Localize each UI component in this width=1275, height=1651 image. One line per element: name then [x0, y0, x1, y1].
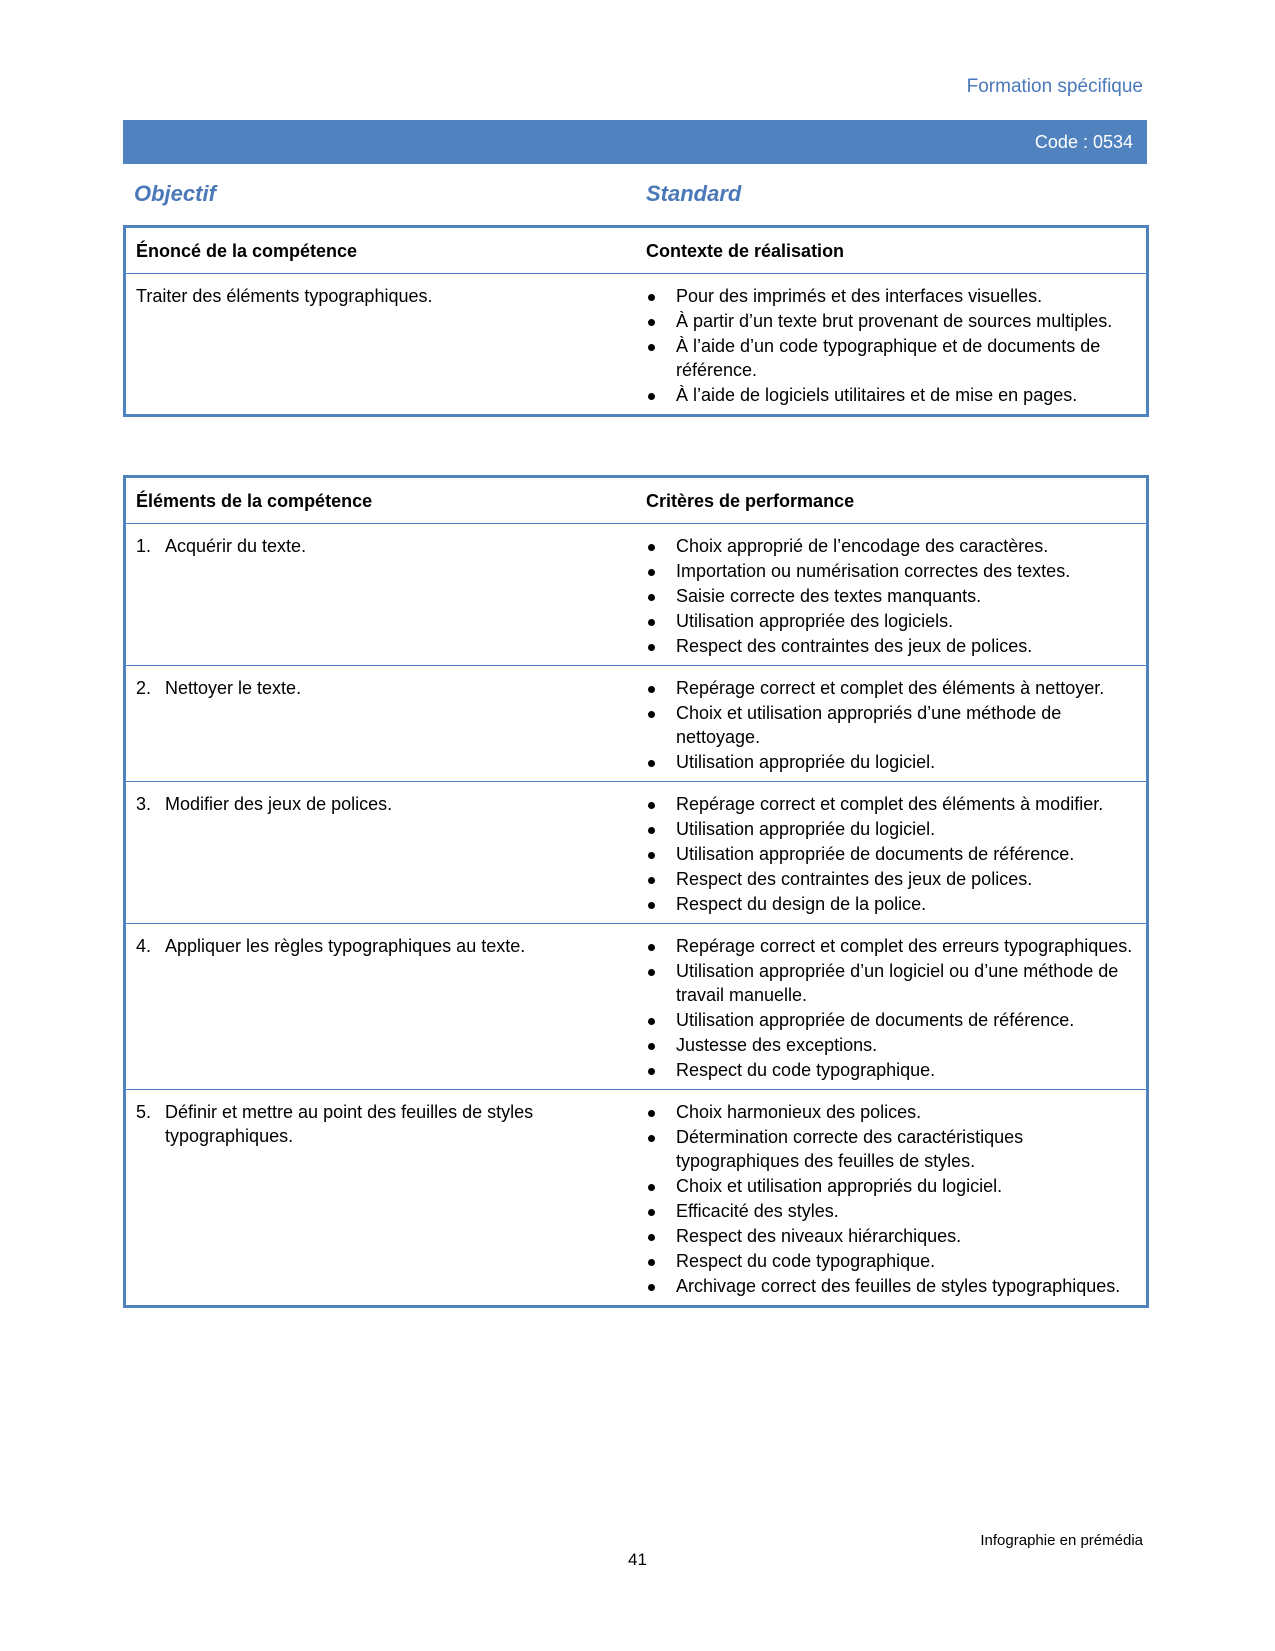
bullet-text: Respect des contraintes des jeux de polices.	[676, 636, 1033, 656]
criteria-cell	[636, 666, 1148, 782]
bullet-icon	[648, 1184, 655, 1191]
bullet-icon	[648, 827, 655, 834]
bullet-text: Choix et utilisation appropriés du logiciel.	[676, 1176, 1003, 1196]
footer-program: Infographie en prémédia	[980, 1532, 1143, 1549]
element-item	[136, 792, 628, 816]
element-text: Nettoyer le texte.	[165, 678, 302, 698]
bullet-text: Justesse des exceptions.	[676, 1035, 878, 1055]
element-cell	[125, 782, 637, 924]
criteria-list	[646, 934, 1138, 1082]
bullet-text: Pour des imprimés et des interfaces visuelles.	[676, 286, 1043, 306]
col-header-statement: Énoncé de la compétence	[125, 227, 637, 274]
bullet-icon	[648, 1043, 655, 1050]
bullet-icon	[648, 686, 655, 693]
code-label: Code : 0534	[1034, 132, 1133, 152]
bullet-text: Détermination correcte des caractéristiques typographiques des feuilles de styles.	[676, 1127, 1024, 1171]
bullet-text: Saisie correcte des textes manquants.	[676, 586, 982, 606]
bullet-text: Utilisation appropriée d’un logiciel ou d’une méthode de travail manuelle.	[676, 961, 1119, 1005]
bullet-text: Choix harmonieux des polices.	[676, 1102, 922, 1122]
bullet-item	[646, 1100, 1138, 1124]
bullet-item	[646, 284, 1138, 308]
bullet-text: Utilisation appropriée de documents de référence.	[676, 844, 1075, 864]
bullet-text: Respect du code typographique.	[676, 1251, 936, 1271]
col-header-elements: Éléments de la compétence	[125, 477, 637, 524]
element-number: 5.	[136, 1102, 152, 1122]
bullet-icon	[648, 569, 655, 576]
bullet-icon	[648, 1135, 655, 1142]
bullet-icon	[648, 760, 655, 767]
bullet-item	[646, 959, 1138, 1007]
table-row	[125, 782, 1148, 924]
element-number: 1.	[136, 536, 152, 556]
bullet-text: Respect des contraintes des jeux de polices.	[676, 869, 1033, 889]
bullet-item	[646, 584, 1138, 608]
bullet-item	[646, 1058, 1138, 1082]
bullet-text: À l’aide d’un code typographique et de documents de référence.	[676, 336, 1101, 380]
bullet-icon	[648, 711, 655, 718]
bullet-item	[646, 309, 1138, 333]
element-cell	[125, 666, 637, 782]
table-row	[125, 1090, 1148, 1307]
bullet-icon	[648, 969, 655, 976]
bullet-text: Archivage correct des feuilles de styles typographiques.	[676, 1276, 1121, 1296]
bullet-text: À l’aide de logiciels utilitaires et de mise en pages.	[676, 385, 1078, 405]
bullet-item	[646, 559, 1138, 583]
bullet-item	[646, 934, 1138, 958]
bullet-item	[646, 1274, 1138, 1298]
element-item	[136, 934, 628, 958]
header-title: Formation spécifique	[966, 76, 1143, 97]
bullet-icon	[648, 344, 655, 351]
context-list-cell	[636, 274, 1148, 416]
col-header-criteria: Critères de performance	[636, 477, 1148, 524]
bullet-icon	[648, 1110, 655, 1117]
objective-heading: Objectif	[134, 181, 216, 206]
element-text: Appliquer les règles typographiques au texte.	[165, 936, 526, 956]
bullet-icon	[648, 644, 655, 651]
bullet-text: À partir d’un texte brut provenant de sources multiples.	[676, 311, 1113, 331]
bullet-text: Choix et utilisation appropriés d’une méthode de nettoyage.	[676, 703, 1062, 747]
element-cell	[125, 524, 637, 666]
bullet-icon	[648, 594, 655, 601]
bullet-icon	[648, 1018, 655, 1025]
bullet-item	[646, 534, 1138, 558]
col-header-context: Contexte de réalisation	[636, 227, 1148, 274]
table-row	[125, 666, 1148, 782]
bullet-text: Respect du code typographique.	[676, 1060, 936, 1080]
criteria-cell	[636, 782, 1148, 924]
bullet-icon	[648, 944, 655, 951]
bullet-icon	[648, 1209, 655, 1216]
bullet-item	[646, 1249, 1138, 1273]
bullet-item	[646, 1008, 1138, 1032]
element-cell	[125, 1090, 637, 1307]
criteria-cell	[636, 924, 1148, 1090]
element-number: 3.	[136, 794, 152, 814]
bullet-item	[646, 1199, 1138, 1223]
bullet-item	[646, 634, 1138, 658]
element-text: Modifier des jeux de polices.	[165, 794, 393, 814]
bullet-item	[646, 676, 1138, 700]
criteria-list	[646, 1100, 1138, 1298]
bullet-item	[646, 1125, 1138, 1173]
bullet-icon	[648, 852, 655, 859]
bullet-icon	[648, 1284, 655, 1291]
criteria-cell	[636, 1090, 1148, 1307]
bullet-item	[646, 383, 1138, 407]
criteria-cell	[636, 524, 1148, 666]
bullet-text: Utilisation appropriée du logiciel.	[676, 819, 936, 839]
criteria-list	[646, 534, 1138, 658]
bullet-icon	[648, 1068, 655, 1075]
bullet-icon	[648, 619, 655, 626]
element-cell	[125, 924, 637, 1090]
page-number: 41	[628, 1550, 647, 1569]
bullet-icon	[648, 393, 655, 400]
bullet-item	[646, 892, 1138, 916]
elements-table	[123, 475, 1149, 1308]
bullet-item	[646, 609, 1138, 633]
bullet-text: Importation ou numérisation correctes des textes.	[676, 561, 1071, 581]
standard-heading: Standard	[646, 181, 742, 206]
table-row	[125, 924, 1148, 1090]
criteria-list	[646, 792, 1138, 916]
bullet-icon	[648, 902, 655, 909]
competence-table	[123, 225, 1149, 417]
bullet-item	[646, 842, 1138, 866]
element-number: 2.	[136, 678, 152, 698]
element-text: Acquérir du texte.	[165, 536, 307, 556]
bullet-text: Repérage correct et complet des éléments à nettoyer.	[676, 678, 1105, 698]
bullet-item	[646, 1224, 1138, 1248]
bullet-icon	[648, 877, 655, 884]
bullet-item	[646, 750, 1138, 774]
bullet-item	[646, 701, 1138, 749]
bullet-text: Utilisation appropriée des logiciels.	[676, 611, 954, 631]
bullet-text: Utilisation appropriée du logiciel.	[676, 752, 936, 772]
bullet-text: Repérage correct et complet des éléments à modifier.	[676, 794, 1104, 814]
bullet-text: Utilisation appropriée de documents de référence.	[676, 1010, 1075, 1030]
bullet-item	[646, 1033, 1138, 1057]
bullet-text: Repérage correct et complet des erreurs typographiques.	[676, 936, 1133, 956]
bullet-text: Choix approprié de l’encodage des caractères.	[676, 536, 1049, 556]
elements-body	[125, 524, 1148, 1307]
bullet-item	[646, 867, 1138, 891]
element-item	[136, 676, 628, 700]
code-bar	[123, 120, 1147, 164]
element-item	[136, 1100, 628, 1148]
bullet-text: Efficacité des styles.	[676, 1201, 839, 1221]
bullet-item	[646, 817, 1138, 841]
bullet-item	[646, 334, 1138, 382]
criteria-list	[646, 676, 1138, 774]
table-row	[125, 524, 1148, 666]
bullet-icon	[648, 319, 655, 326]
bullet-item	[646, 792, 1138, 816]
bullet-icon	[648, 544, 655, 551]
bullet-icon	[648, 1234, 655, 1241]
bullet-item	[646, 1174, 1138, 1198]
element-number: 4.	[136, 936, 152, 956]
bullet-text: Respect du design de la police.	[676, 894, 927, 914]
element-text: Définir et mettre au point des feuilles de styles typographiques.	[165, 1102, 534, 1146]
element-item	[136, 534, 628, 558]
bullet-text: Respect des niveaux hiérarchiques.	[676, 1226, 962, 1246]
bullet-icon	[648, 294, 655, 301]
bullet-icon	[648, 802, 655, 809]
competence-statement: Traiter des éléments typographiques.	[136, 286, 433, 306]
context-list	[646, 284, 1138, 407]
bullet-icon	[648, 1259, 655, 1266]
